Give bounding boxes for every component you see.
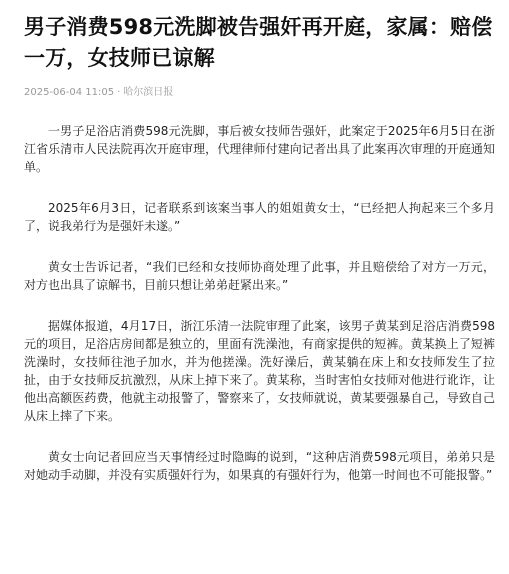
article-paragraph: 黄女士向记者回应当天事情经过时隐晦的说到，“这种店消费598元项目，弟弟只是对她动手动脚，并没有实质强奸行为，如果真的有强奸行为，他第一时间也不可能报警。” — [24, 450, 495, 482]
article-source[interactable]: 哈尔滨日报 — [123, 87, 174, 98]
article-paragraph: 2025年6月3日，记者联系到该案当事人的姐姐黄女士，“已经把人拘起来三个多月了，说我弟行为是强奸未遂。” — [24, 201, 495, 233]
publish-datetime: 2025-06-04 11:05 — [24, 87, 115, 98]
article-meta — [24, 86, 495, 100]
meta-separator: · — [117, 87, 121, 98]
article-title: 男子消费598元洗脚被告强奸再开庭，家属：赔偿一万，女技师已谅解 — [24, 15, 493, 70]
article-paragraph: 据媒体报道，4月17日，浙江乐清一法院审理了此案，该男子黄某到足浴店消费598元的项目，足浴店房间都是独立的，里面有洗澡池，有商家提供的短裤。黄某换上了短裤洗澡时，女技师往池子加水，并为他搓澡。洗好澡后，黄某躺在床上和女技师发生了拉扯，由于女技师反抗激烈，从床上掉下来了。黄某称，当时害怕女技师对他进行讹诈，让他出高额医药费，他就主动报警了，警察来了，女技师就说，黄某要强暴自己，导致自己从床上摔了下来。 — [24, 319, 495, 423]
article-paragraph: 黄女士告诉记者，“我们已经和女技师协商处理了此事，并且赔偿给了对方一万元，对方也出具了谅解书，目前只想让弟弟赶紧出来。” — [24, 260, 495, 292]
article-paragraph: 一男子足浴店消费598元洗脚，事后被女技师告强奸，此案定于2025年6月5日在浙江省乐清市人民法院再次开庭审理，代理律师付建向记者出具了此案再次审理的开庭通知单。 — [24, 124, 495, 174]
article-body — [24, 122, 495, 484]
